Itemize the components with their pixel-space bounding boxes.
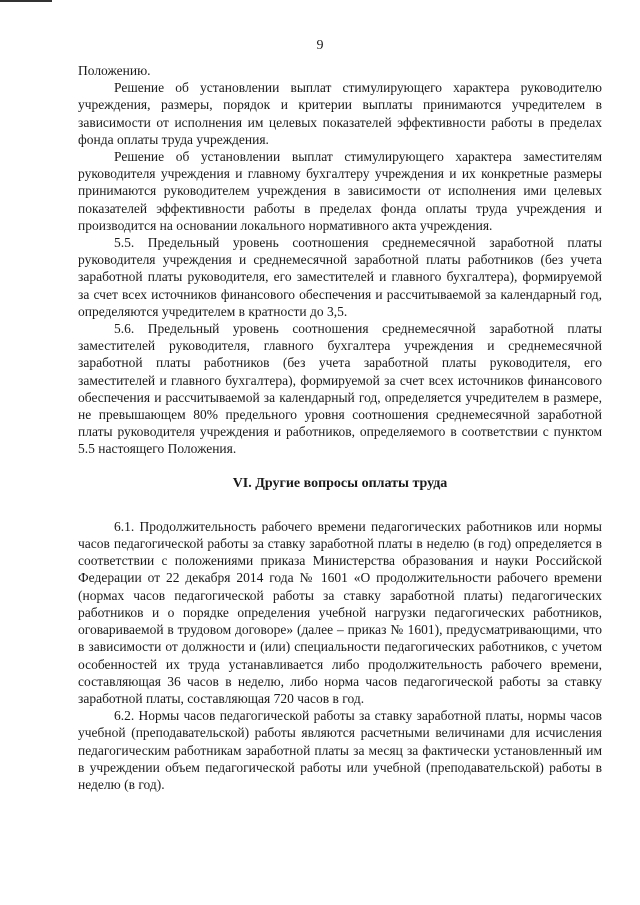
paragraph-director-bonus: Решение об установлении выплат стимулирующего характера руководителю учреждения, размеры, порядок и критерии выплаты принимаются учредителем в зависимости от исполнения им целевых показателей эффективности работы в пределах фонда оплаты труда учреждения. — [78, 80, 602, 147]
paragraph-continuation: Положению. — [78, 63, 151, 78]
paragraph-5-6: 5.6. Предельный уровень соотношения среднемесячной заработной платы заместителей руководителя, главного бухгалтера учреждения и среднемесячной заработной платы работников (без учета заработной платы руководителя, его заместителей и главного бухгалтера), формируемой за счет всех источников финансового обеспечения и рассчитываемой за календарный год, определяется учредителем в размере, не превышающем 80% предельного уровня соотношения среднемесячной заработной платы руководителя учреждения и работников, определяемого в соответствии с пунктом 5.5 настоящего Положения. — [78, 321, 602, 457]
paragraph-6-2: 6.2. Нормы часов педагогической работы за ставку заработной платы, нормы часов учебной (преподавательской) работы являются расчетными величинами для исчисления педагогическим работникам заработной платы за месяц за фактически установленный им в учреждении объем педагогической работы или учебной (преподавательской) работы в неделю (в год). — [78, 708, 602, 792]
document-body — [78, 62, 602, 793]
paragraph-6-1: 6.1. Продолжительность рабочего времени педагогических работников или нормы часов педагогической работы за ставку заработной платы в неделю (в год) определяется в соответствии с положениями приказа Министерства образования и науки Российской Федерации от 22 декабря 2014 года № 1601 «О продолжительности рабочего времени (нормах часов педагогической работы за ставку заработной платы) педагогических работников и о порядке определения учебной нагрузки педагогических работников, оговариваемой в трудовом договоре» (далее – приказ № 1601), предусматривающими, что в зависимости от должности и (или) специальности педагогических работников, с учетом особенностей их труда устанавливается либо продолжительность рабочего времени, составляющая 36 часов в неделю, либо норма часов педагогической работы за ставку заработной платы, составляющая 720 часов в год. — [78, 518, 602, 706]
corner-mark — [0, 0, 52, 2]
paragraph-deputies-bonus: Решение об установлении выплат стимулирующего характера заместителям руководителя учреждения и главному бухгалтеру учреждения и их конкретные размеры принимаются руководителем учреждения в зависимости от исполнения ими целевых показателей эффективности работы в пределах фонда оплаты труда учреждения и производится на основании локального нормативного акта учреждения. — [78, 149, 602, 233]
page-number: 9 — [316, 38, 324, 53]
paragraph-5-5: 5.5. Предельный уровень соотношения среднемесячной заработной платы руководителя учреждения и среднемесячной заработной платы работников (без учета заработной платы руководителя, его заместителей и главного бухгалтера), формируемой за счет всех источников финансового обеспечения и рассчитываемой за календарный год, определяются учредителем в кратности до 3,5. — [78, 235, 602, 319]
section-heading: VI. Другие вопросы оплаты труда — [232, 475, 448, 491]
